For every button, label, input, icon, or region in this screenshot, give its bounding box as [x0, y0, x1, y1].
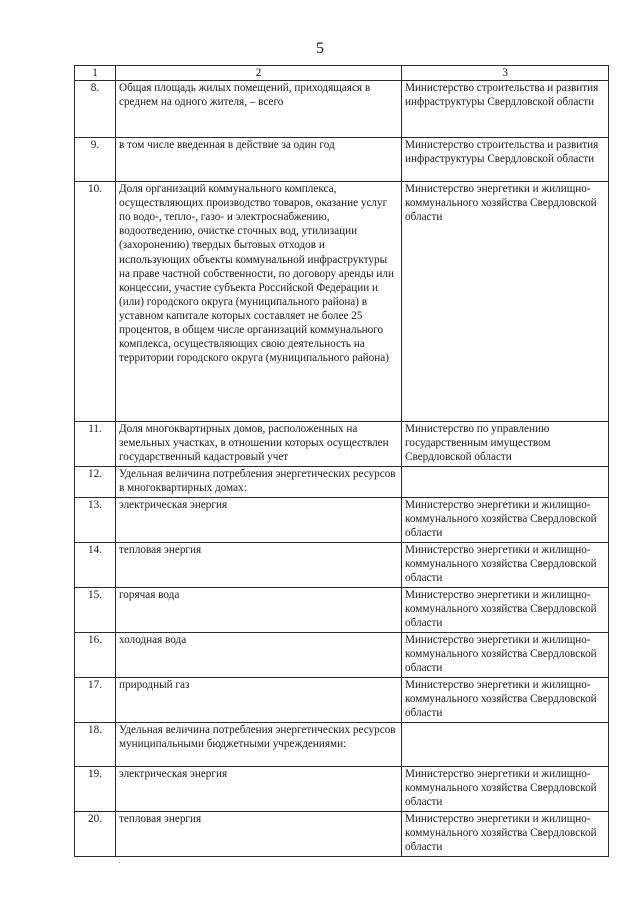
indicator-cell: тепловая энергия — [116, 543, 402, 588]
column-header-number: 1 — [75, 66, 116, 81]
ministry-cell: Министерство энергетики и жилищно-коммунального хозяйства Свердловской области — [402, 767, 609, 812]
ministry-cell: Министерство энергетики и жилищно-коммунального хозяйства Свердловской области — [402, 633, 609, 678]
table-row — [75, 723, 609, 767]
row-number: 14. — [75, 543, 116, 588]
table-row — [75, 81, 609, 138]
ministry-cell: Министерство энергетики и жилищно-коммунального хозяйства Свердловской области — [402, 498, 609, 543]
row-number: 9. — [75, 138, 116, 182]
table-row — [75, 498, 609, 543]
row-number: 12. — [75, 467, 116, 498]
indicator-cell: электрическая энергия — [116, 498, 402, 543]
table-row — [75, 588, 609, 633]
row-number: 8. — [75, 81, 116, 138]
row-number: 13. — [75, 498, 116, 543]
indicator-cell: Удельная величина потребления энергетических ресурсов муниципальными бюджетными учреждениями: — [116, 723, 402, 767]
ministry-cell: Министерство энергетики и жилищно-коммунального хозяйства Свердловской области — [402, 182, 609, 422]
ministry-cell — [402, 723, 609, 767]
row-number: 11. — [75, 422, 116, 467]
indicator-cell: природный газ — [116, 678, 402, 723]
row-number: 18. — [75, 723, 116, 767]
column-header-ministry: 3 — [402, 66, 609, 81]
ministry-cell: Министерство энергетики и жилищно-коммунального хозяйства Свердловской области — [402, 678, 609, 723]
table-row — [75, 422, 609, 467]
indicator-cell: холодная вода — [116, 633, 402, 678]
row-number: 15. — [75, 588, 116, 633]
ministry-cell: Министерство энергетики и жилищно-коммунального хозяйства Свердловской области — [402, 543, 609, 588]
table-row — [75, 678, 609, 723]
ministry-cell: Министерство энергетики и жилищно-коммунального хозяйства Свердловской области — [402, 812, 609, 857]
indicator-cell: Доля многоквартирных домов, расположенных на земельных участках, в отношении которых осуществлен государственный кадастровый учет — [116, 422, 402, 467]
indicator-cell: Удельная величина потребления энергетических ресурсов в многоквартирных домах: — [116, 467, 402, 498]
row-number: 20. — [75, 812, 116, 857]
table-row — [75, 138, 609, 182]
table-row — [75, 543, 609, 588]
ministry-cell: Министерство строительства и развития инфраструктуры Свердловской области — [402, 81, 609, 138]
row-number: 16. — [75, 633, 116, 678]
ministry-cell — [402, 467, 609, 498]
row-number: 17. — [75, 678, 116, 723]
indicator-cell: в том числе введенная в действие за один год — [116, 138, 402, 182]
table-row — [75, 767, 609, 812]
ministry-cell: Министерство энергетики и жилищно-коммунального хозяйства Свердловской области — [402, 588, 609, 633]
page-number: 5 — [316, 40, 324, 57]
row-number: 19. — [75, 767, 116, 812]
indicator-cell: Доля организаций коммунального комплекса, осуществляющих производство товаров, оказание услуг по водо-, тепло-, газо- и электроснабжению, водоотведению, очистке сточных вод, утилизации (захоронению) твердых бытовых отходов и использующих объекты коммунальной инфраструктуры на праве частной собственности, по договору аренды или концессии, участие субъекта Российской Федерации и (или) городского округа (муниципального района) в уставном капитале которых составляет не более 25 процентов, в общем числе организаций коммунального комплекса, осуществляющих свою деятельность на территории городского округа (муниципального района) — [116, 182, 402, 422]
table-header-row — [75, 66, 609, 81]
row-number: 10. — [75, 182, 116, 422]
indicator-cell: горячая вода — [116, 588, 402, 633]
table-row — [75, 182, 609, 422]
ministry-cell: Министерство по управлению государственным имуществом Свердловской области — [402, 422, 609, 467]
indicator-cell: электрическая энергия — [116, 767, 402, 812]
scan-speck — [119, 862, 120, 863]
indicator-cell: тепловая энергия — [116, 812, 402, 857]
ministry-cell: Министерство строительства и развития инфраструктуры Свердловской области — [402, 138, 609, 182]
table-row — [75, 467, 609, 498]
indicators-table — [74, 65, 609, 857]
table-row — [75, 812, 609, 857]
column-header-indicator: 2 — [116, 66, 402, 81]
table-row — [75, 633, 609, 678]
indicator-cell: Общая площадь жилых помещений, приходящаяся в среднем на одного жителя, – всего — [116, 81, 402, 138]
